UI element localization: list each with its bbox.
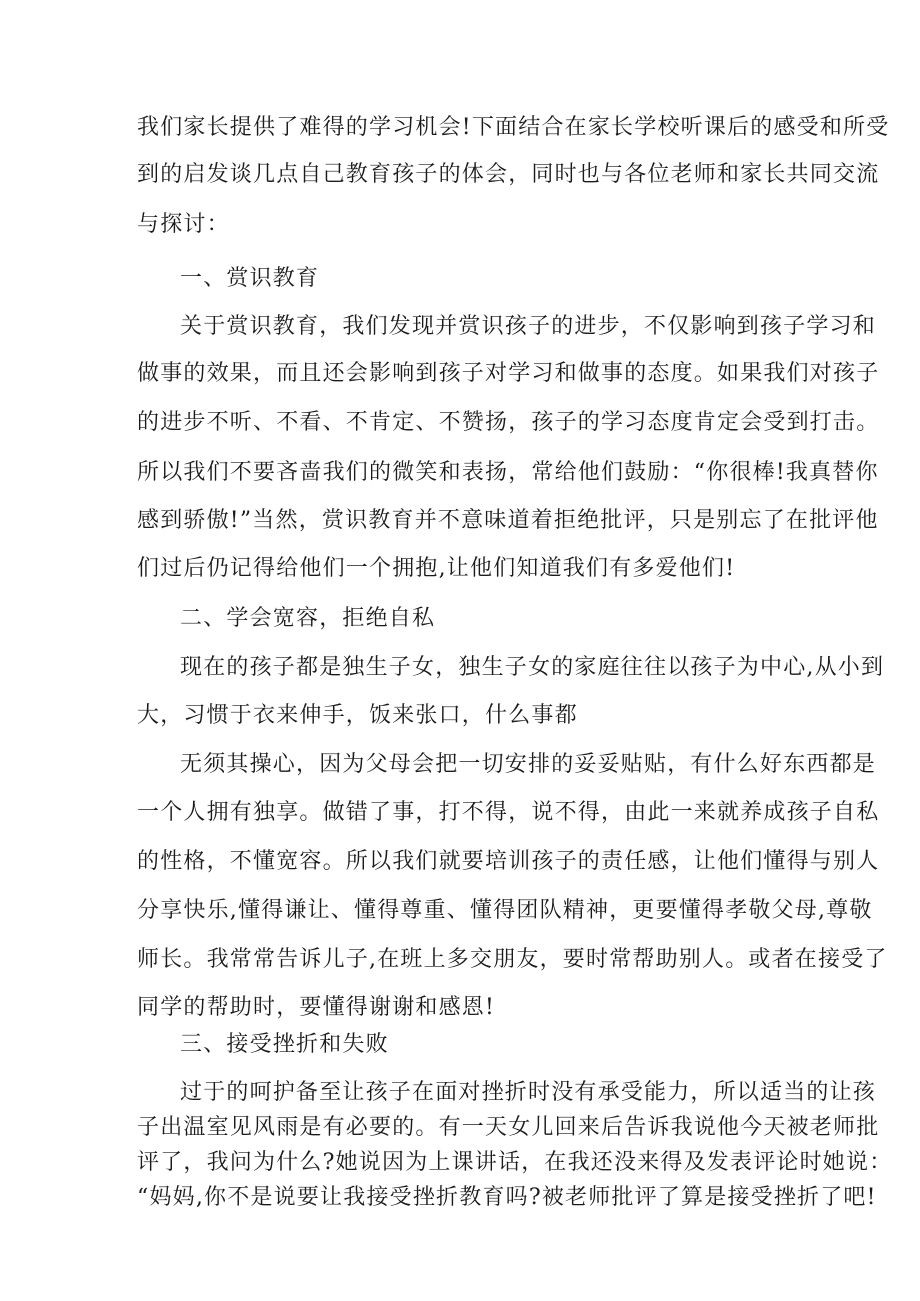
paragraph-line: 与探讨： [137, 212, 230, 237]
paragraph-line: 的性格，不懂宽容。所以我们就要培训孩子的责任感，让他们懂得与别人 [137, 849, 880, 874]
paragraph-line: 同学的帮助时，要懂得谢谢和感恩! [137, 995, 496, 1020]
paragraph-line: 一个人拥有独享。做错了事，打不得，说不得，由此一来就养成孩子自私 [137, 800, 880, 825]
section-heading: 二、学会宽容，拒绝自私 [180, 606, 436, 631]
paragraph-line: 关于赏识教育，我们发现并赏识孩子的进步，不仅影响到孩子学习和 [180, 314, 877, 339]
paragraph-line: 现在的孩子都是独生子女，独生子女的家庭往往以孩子为中心,从小到 [180, 655, 885, 680]
paragraph-line: 子出温室见风雨是有必要的。有一天女儿回来后告诉我说他今天被老师批 [137, 1115, 880, 1140]
paragraph-line: 做事的效果，而且还会影响到孩子对学习和做事的态度。如果我们对孩子 [137, 361, 880, 386]
paragraph-line: 的进步不听、不看、不肯定、不赞扬，孩子的学习态度肯定会受到打击。 [137, 410, 880, 435]
paragraph-line: 评了，我问为什么?她说因为上课讲话，在我还没来得及发表评论时她说： [137, 1150, 893, 1175]
paragraph-line: 无须其操心，因为父母会把一切安排的妥妥贴贴，有什么好东西都是 [180, 752, 877, 777]
paragraph-line: 过于的呵护备至让孩子在面对挫折时没有承受能力，所以适当的让孩 [180, 1080, 877, 1105]
paragraph-line: 所以我们不要吝啬我们的微笑和表扬，常给他们鼓励：“你很棒!我真替你 [137, 460, 879, 485]
paragraph-line: 分享快乐,懂得谦让、懂得尊重、懂得团队精神，更要懂得孝敬父母,尊敬 [137, 898, 873, 923]
paragraph-line: 师长。我常常告诉儿子,在班上多交朋友，要时常帮助别人。或者在接受了 [137, 947, 888, 972]
section-heading: 三、接受挫折和失败 [180, 1032, 389, 1057]
paragraph-line: 大，习惯于衣来伸手，饭来张口，什么事都 [137, 703, 578, 728]
paragraph-line: “妈妈,你不是说要让我接受挫折教育吗?被老师批评了算是接受挫折了吧! [137, 1185, 877, 1210]
paragraph-line: 们过后仍记得给他们一个拥抱,让他们知道我们有多爱他们! [137, 556, 736, 581]
paragraph-line: 我们家长提供了难得的学习机会!下面结合在家长学校听课后的感受和所受 [137, 115, 890, 140]
paragraph-line: 感到骄傲!”当然，赏识教育并不意味道着拒绝批评，只是别忘了在批评他 [137, 508, 879, 533]
paragraph-line: 到的启发谈几点自己教育孩子的体会，同时也与各位老师和家长共同交流 [137, 162, 880, 187]
section-heading: 一、赏识教育 [180, 266, 320, 291]
